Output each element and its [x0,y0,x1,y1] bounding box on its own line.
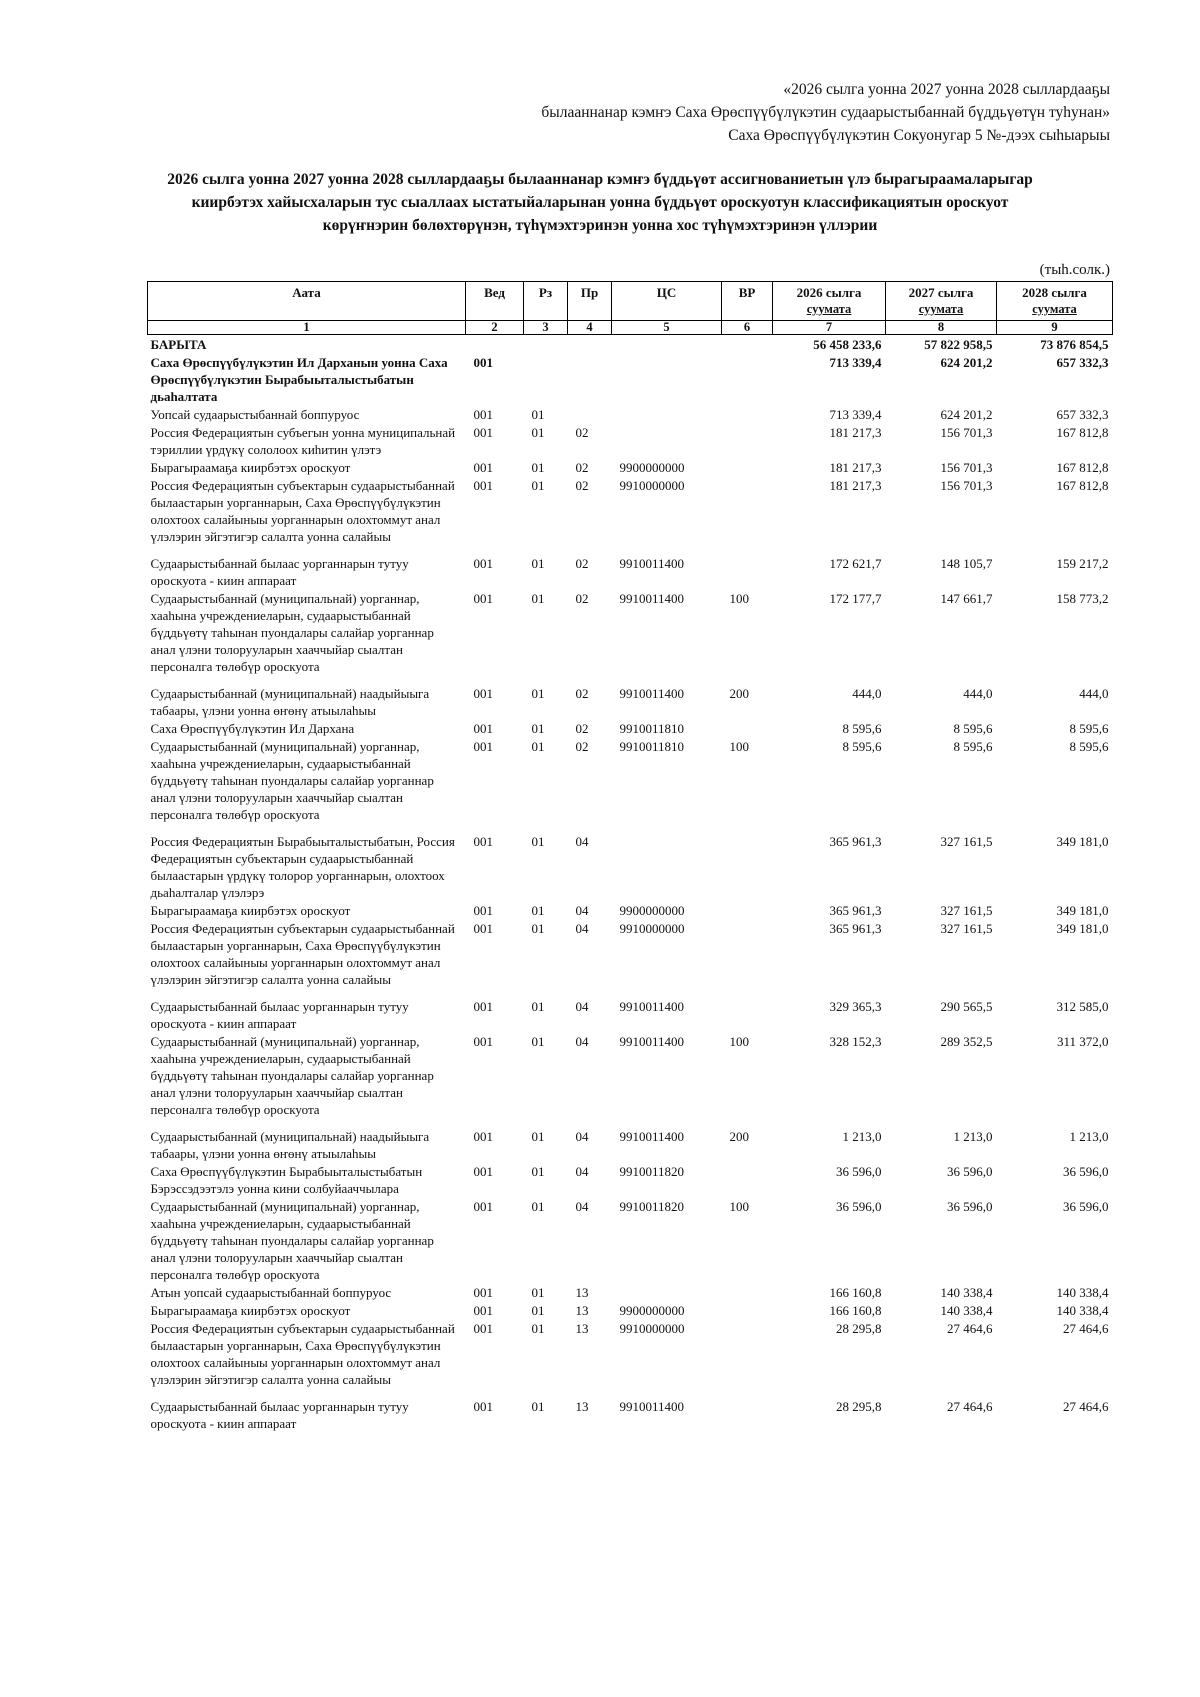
cell-amount-2026: 36 596,0 [836,1164,882,1179]
column-number: 9 [997,321,1113,335]
cell-vr [722,1319,773,1397]
table-row [148,1319,1113,1397]
cell-rz: 01 [531,591,545,606]
cell-amount-2026: 8 595,6 [842,721,882,736]
table-body [148,335,1113,1433]
table-row [148,1162,1113,1197]
cell-ved: 001 [473,1285,493,1300]
cell-cs [612,353,722,405]
cell-name: Уопсай судаарыстыбаннай боппуруос [150,407,360,422]
cell-vr [722,554,773,589]
cell-cs: 9910011810 [619,739,685,754]
cell-amount-2027: 289 352,5 [940,1034,993,1049]
cell-cs: 9910011400 [619,999,685,1014]
cell-amount-2028: 349 181,0 [1056,834,1109,849]
cell-ved: 001 [473,355,493,370]
cell-cs: 9910011400 [619,591,685,606]
column-number: 5 [612,321,722,335]
cell-cs: 9900000000 [619,1303,685,1318]
column-header-2027-year: 2027 сылга [908,285,974,300]
cell-pr: 13 [575,1399,589,1414]
cell-amount-2026: 328 152,3 [829,1034,882,1049]
cell-ved: 001 [473,556,493,571]
cell-pr: 13 [575,1303,589,1318]
cell-amount-2028: 140 338,4 [1056,1303,1109,1318]
cell-name: Россия Федерациятын субъегын уонна муниципальнай тэриллии үрдүкү сололоох киһитин үлэтэ [150,425,456,457]
cell-amount-2027: 140 338,4 [940,1303,993,1318]
cell-amount-2027: 624 201,2 [940,355,993,370]
column-header-pr: Пр [568,282,612,321]
cell-name: БАРЫТА [150,337,207,352]
cell-rz: 01 [531,999,545,1014]
cell-pr: 04 [575,1199,589,1214]
table-row [148,405,1113,423]
cell-pr: 02 [575,460,589,475]
cell-pr: 02 [575,686,589,701]
cell-rz: 01 [531,739,545,754]
header-note-line-2: былааннанар кэмҥэ Саха Өрөспүүбүлүкэтин судаарыстыбаннай бүддьүөтүн туһунан» [541,104,1110,121]
cell-amount-2027: 624 201,2 [940,407,993,422]
cell-name: Бырагыраамаҕа киирбэтэх ороскуот [150,460,351,475]
cell-amount-2026: 28 295,8 [836,1399,882,1414]
cell-amount-2026: 444,0 [852,686,882,701]
cell-cs: 9910011400 [619,1399,685,1414]
cell-ved: 001 [473,425,493,440]
document-header-note [541,78,1110,147]
budget-table [147,281,1113,1432]
table-row [148,997,1113,1032]
cell-amount-2026: 172 177,7 [829,591,882,606]
table-row [148,684,1113,719]
cell-ved: 001 [473,1399,493,1414]
cell-vr [722,719,773,737]
cell-rz: 01 [531,1303,545,1318]
cell-amount-2027: 290 565,5 [940,999,993,1014]
cell-amount-2028: 167 812,8 [1056,478,1109,493]
cell-rz: 01 [531,834,545,849]
cell-amount-2026: 8 595,6 [842,739,882,754]
column-number: 1 [148,321,466,335]
cell-cs [612,423,722,458]
cell-amount-2028: 159 217,2 [1056,556,1109,571]
cell-amount-2028: 657 332,3 [1056,355,1109,370]
cell-amount-2027: 57 822 958,5 [924,337,993,352]
cell-amount-2028: 349 181,0 [1056,903,1109,918]
header-note-line-1: «2026 сылга уонна 2027 уонна 2028 сыллардааҕы [783,81,1110,98]
cell-rz: 01 [531,721,545,736]
cell-amount-2026: 329 365,3 [829,999,882,1014]
cell-pr: 02 [575,591,589,606]
cell-amount-2027: 444,0 [963,686,993,701]
cell-amount-2026: 56 458 233,6 [813,337,882,352]
cell-amount-2028: 36 596,0 [1063,1164,1109,1179]
cell-rz: 01 [531,1129,545,1144]
cell-amount-2027: 327 161,5 [940,903,993,918]
cell-vr [722,919,773,997]
table-row [148,832,1113,901]
column-header-2026 [773,282,886,321]
table-row [148,919,1113,997]
cell-ved: 001 [473,591,493,606]
cell-rz: 01 [531,686,545,701]
cell-ved: 001 [473,686,493,701]
cell-vr: 200 [729,686,749,701]
column-number: 3 [524,321,568,335]
cell-ved: 001 [473,1321,493,1336]
cell-amount-2027: 8 595,6 [953,721,993,736]
cell-pr: 02 [575,556,589,571]
cell-amount-2026: 166 160,8 [829,1303,882,1318]
cell-cs [612,1283,722,1301]
table-row [148,901,1113,919]
cell-ved: 001 [473,921,493,936]
cell-rz [524,353,568,405]
table-row [148,335,1113,354]
cell-vr: 200 [729,1129,749,1144]
cell-amount-2027: 8 595,6 [953,739,993,754]
cell-amount-2028: 27 464,6 [1063,1321,1109,1336]
cell-name: Судаарыстыбаннай былаас уорганнарын тутуу ороскуота - киин аппарaат [150,1399,409,1431]
cell-cs [612,335,722,354]
cell-cs: 9910000000 [619,1321,685,1336]
cell-cs: 9910011820 [619,1164,685,1179]
cell-pr: 04 [575,903,589,918]
cell-name: Россия Федерациятын Бырабыыталыстыбатын, Россия Федерациятын субъектарын судаарыстыбаннай былаастарын үрдүкү толорор уорганнарын, олохтоох дьаһалталар үлэлэрэ [150,834,455,900]
cell-amount-2028: 140 338,4 [1056,1285,1109,1300]
cell-cs: 9900000000 [619,460,685,475]
cell-name: Судаарыстыбаннай (муниципальнай) уорганнар, хааһына учреждениеларын, судаарыстыбаннай бүддьүөтү таһынан пуондалары салайар уорганнар анал үлэни толорууларын хааччыйар сыалтан персоналга төлөбүр ороскуота [150,739,434,822]
cell-rz: 01 [531,1285,545,1300]
cell-name: Судаарыстыбаннай (муниципальнай) наадыйыыга табаары, үлэни уонна өҥөнү атыылаһыы [150,1129,430,1161]
cell-pr: 02 [575,721,589,736]
document-title [130,168,1070,237]
column-header-2026-year: 2026 сылга [796,285,862,300]
cell-amount-2026: 166 160,8 [829,1285,882,1300]
cell-pr [568,405,612,423]
cell-pr: 04 [575,921,589,936]
cell-ved: 001 [473,478,493,493]
cell-vr [722,1397,773,1432]
column-header-cs: ЦС [612,282,722,321]
column-header-2028-year: 2028 сылга [1022,285,1087,300]
cell-ved: 001 [473,999,493,1014]
cell-amount-2028: 8 595,6 [1069,721,1109,736]
cell-rz: 01 [531,425,545,440]
cell-pr: 04 [575,1129,589,1144]
table-row [148,1127,1113,1162]
table-row [148,423,1113,458]
cell-vr [722,901,773,919]
title-line-1: 2026 сылга уонна 2027 уонна 2028 сыллардааҕы былааннанар кэмҥэ бүддьүөт ассигнованиетын үлэ бырагыраамаларыгар [167,171,1033,188]
cell-ved: 001 [473,460,493,475]
cell-name: Судаарыстыбаннай былаас уорганнарын тутуу ороскуота - киин аппарaат [150,999,409,1031]
cell-amount-2028: 444,0 [1079,686,1109,701]
cell-rz: 01 [531,407,545,422]
cell-cs: 9910011400 [619,1129,685,1144]
column-header-name: Аата [148,282,466,321]
cell-rz: 01 [531,903,545,918]
cell-rz [524,335,568,354]
cell-amount-2028: 27 464,6 [1063,1399,1109,1414]
cell-amount-2028: 167 812,8 [1056,425,1109,440]
cell-pr: 13 [575,1285,589,1300]
column-header-2028-sum: суумата [1032,302,1077,316]
cell-rz: 01 [531,478,545,493]
cell-amount-2027: 156 701,3 [940,478,993,493]
table-row [148,1283,1113,1301]
cell-pr: 02 [575,478,589,493]
cell-name: Судаарыстыбаннай (муниципальнай) уорганнар, хааһына учреждениеларын, судаарыстыбаннай бүддьүөтү таһынан пуондалары салайар уорганнар анал үлэни толорууларын хааччыйар сыалтан персоналга төлөбүр ороскуота [150,591,434,674]
cell-vr [722,405,773,423]
cell-amount-2027: 156 701,3 [940,460,993,475]
cell-cs: 9910011400 [619,1034,685,1049]
cell-amount-2027: 27 464,6 [947,1321,993,1336]
column-number: 6 [722,321,773,335]
table-row [148,1032,1113,1127]
cell-ved [466,335,524,354]
cell-pr: 02 [575,739,589,754]
cell-amount-2028: 1 213,0 [1069,1129,1109,1144]
cell-name: Бырагыраамаҕа киирбэтэх ороскуот [150,903,351,918]
cell-amount-2027: 36 596,0 [947,1199,993,1214]
cell-ved: 001 [473,1034,493,1049]
cell-rz: 01 [531,921,545,936]
table-row [148,353,1113,405]
table-row [148,1301,1113,1319]
cell-amount-2026: 28 295,8 [836,1321,882,1336]
table-row [148,589,1113,684]
cell-vr [722,1162,773,1197]
column-header-ved: Вед [466,282,524,321]
cell-amount-2026: 181 217,3 [829,460,882,475]
cell-vr [722,997,773,1032]
cell-vr [722,353,773,405]
cell-amount-2028: 311 372,0 [1056,1034,1109,1049]
cell-amount-2027: 36 596,0 [947,1164,993,1179]
cell-vr [722,423,773,458]
cell-name: Россия Федерациятын субъектарын судаарыстыбаннай былаастарын уорганнарын, Саха Өрөспүүбүлүкэтин олохтоох салайыныы уорганнарын олохтоммут анал үлэлэрин эйгэтигэр салалта уонна салайыы [150,1321,455,1387]
cell-amount-2027: 147 661,7 [940,591,993,606]
cell-amount-2026: 365 961,3 [829,921,882,936]
column-number-row [148,321,1113,335]
cell-amount-2026: 713 339,4 [829,355,882,370]
cell-amount-2028: 349 181,0 [1056,921,1109,936]
cell-pr: 04 [575,1034,589,1049]
cell-vr [722,335,773,354]
cell-ved: 001 [473,739,493,754]
cell-vr: 100 [729,1034,749,1049]
cell-amount-2026: 181 217,3 [829,425,882,440]
column-header-vr: ВР [722,282,773,321]
cell-amount-2028: 657 332,3 [1056,407,1109,422]
cell-vr [722,458,773,476]
cell-cs: 9910011820 [619,1199,685,1214]
column-header-2027 [886,282,997,321]
cell-amount-2028: 312 585,0 [1056,999,1109,1014]
cell-rz: 01 [531,1399,545,1414]
cell-ved: 001 [473,721,493,736]
cell-name: Саха Өрөспүүбүлүкэтин Ил Дарханын уонна Саха Өрөспүүбүлүкэтин Бырабыыталыстыбатын дьаһалтата [150,355,448,404]
cell-pr: 13 [575,1321,589,1336]
cell-amount-2027: 27 464,6 [947,1399,993,1414]
cell-name: Саха Өрөспүүбүлүкэтин Ил Дархана [150,721,355,736]
cell-name: Судаарыстыбаннай (муниципальнай) уорганнар, хааһына учреждениеларын, судаарыстыбаннай бүддьүөтү таһынан пуондалары салайар уорганнар анал үлэни толорууларын хааччыйар сыалтан персоналга төлөбүр ороскуота [150,1199,434,1282]
column-number: 8 [886,321,997,335]
cell-amount-2027: 327 161,5 [940,921,993,936]
cell-amount-2028: 36 596,0 [1063,1199,1109,1214]
cell-ved: 001 [473,1303,493,1318]
cell-ved: 001 [473,1199,493,1214]
cell-rz: 01 [531,1164,545,1179]
cell-pr [568,353,612,405]
column-header-rz: Рз [524,282,568,321]
cell-cs: 9910000000 [619,921,685,936]
cell-cs: 9910011810 [619,721,685,736]
cell-cs [612,832,722,901]
cell-rz: 01 [531,556,545,571]
cell-vr [722,832,773,901]
cell-pr: 04 [575,999,589,1014]
table-row [148,476,1113,554]
cell-amount-2026: 181 217,3 [829,478,882,493]
cell-name: Судаарыстыбаннай (муниципальнай) уорганнар, хааһына учреждениеларын, судаарыстыбаннай бүддьүөтү таһынан пуондалары салайар уорганнар анал үлэни толорууларын хааччыйар сыалтан персоналга төлөбүр ороскуота [150,1034,434,1117]
column-header-2027-sum: суумата [918,302,964,316]
cell-amount-2028: 167 812,8 [1056,460,1109,475]
column-number: 2 [466,321,524,335]
cell-rz: 01 [531,1034,545,1049]
cell-name: Атын уопсай судаарыстыбаннай боппуруос [150,1285,392,1300]
cell-amount-2027: 156 701,3 [940,425,993,440]
column-header-2028 [997,282,1113,321]
column-number: 4 [568,321,612,335]
cell-pr: 04 [575,1164,589,1179]
title-line-2: киирбэтэх хайысхаларын тус сыаллаах ыстатыйаларынан уонна бүддьүөт ороскуотун классификациятын ороскуот [191,194,1009,211]
cell-amount-2026: 172 621,7 [829,556,882,571]
cell-cs: 9910011400 [619,686,685,701]
header-note-line-3: Саха Өрөспүүбүлүкэтин Сокуонугар 5 №-дээх сыһыарыы [728,127,1110,144]
cell-amount-2028: 73 876 854,5 [1040,337,1109,352]
units-label: (тыһ.солк.) [1039,262,1110,278]
cell-name: Россия Федерациятын субъектарын судаарыстыбаннай былаастарын уорганнарын, Саха Өрөспүүбүлүкэтин олохтоох салайыныы уорганнарын олохтоммут анал үлэлэрин эйгэтигэр салалта уонна салайыы [150,478,455,544]
cell-pr [568,335,612,354]
table-row [148,458,1113,476]
cell-name: Бырагыраамаҕа киирбэтэх ороскуот [150,1303,351,1318]
table-row [148,554,1113,589]
cell-amount-2027: 1 213,0 [953,1129,993,1144]
cell-name: Россия Федерациятын субъектарын судаарыстыбаннай былаастарын уорганнарын, Саха Өрөспүүбүлүкэтин олохтоох салайыныы уорганнарын олохтоммут анал үлэлэрин эйгэтигэр салалта уонна салайыы [150,921,455,987]
cell-vr: 100 [729,591,749,606]
cell-name: Судаарыстыбаннай былаас уорганнарын тутуу ороскуота - киин аппарaат [150,556,409,588]
cell-amount-2026: 36 596,0 [836,1199,882,1214]
cell-amount-2027: 140 338,4 [940,1285,993,1300]
table-row [148,1197,1113,1283]
column-number: 7 [773,321,886,335]
cell-cs: 9910000000 [619,478,685,493]
cell-ved: 001 [473,1129,493,1144]
cell-amount-2026: 365 961,3 [829,834,882,849]
cell-ved: 001 [473,834,493,849]
column-header-2026-sum: суумата [806,302,852,316]
table-row [148,737,1113,832]
cell-pr: 04 [575,834,589,849]
cell-amount-2027: 148 105,7 [940,556,993,571]
cell-vr: 100 [729,1199,749,1214]
cell-vr [722,1301,773,1319]
cell-ved: 001 [473,903,493,918]
cell-amount-2028: 8 595,6 [1069,739,1109,754]
cell-cs: 9900000000 [619,903,685,918]
cell-ved: 001 [473,407,493,422]
cell-vr [722,476,773,554]
table-row [148,1397,1113,1432]
title-line-3: көрүҥнэрин бөлөхтөрүнэн, түһүмэхтэринэн уонна хос түһүмэхтэринэн үллэрии [322,217,878,234]
cell-cs: 9910011400 [619,556,685,571]
cell-rz: 01 [531,460,545,475]
table-row [148,719,1113,737]
table-header-row [148,282,1113,321]
cell-name: Саха Өрөспүүбүлүкэтин Бырабыыталыстыбатын Бэрэссэдээтэлэ уонна кини солбуйааччылара [150,1164,423,1196]
cell-amount-2026: 365 961,3 [829,903,882,918]
cell-cs [612,405,722,423]
cell-amount-2028: 158 773,2 [1056,591,1109,606]
cell-pr: 02 [575,425,589,440]
cell-vr: 100 [729,739,749,754]
cell-amount-2026: 1 213,0 [842,1129,882,1144]
cell-amount-2027: 327 161,5 [940,834,993,849]
cell-amount-2026: 713 339,4 [829,407,882,422]
cell-ved: 001 [473,1164,493,1179]
cell-rz: 01 [531,1199,545,1214]
cell-name: Судаарыстыбаннай (муниципальнай) наадыйыыга табаары, үлэни уонна өҥөнү атыылаһыы [150,686,430,718]
cell-rz: 01 [531,1321,545,1336]
cell-vr [722,1283,773,1301]
